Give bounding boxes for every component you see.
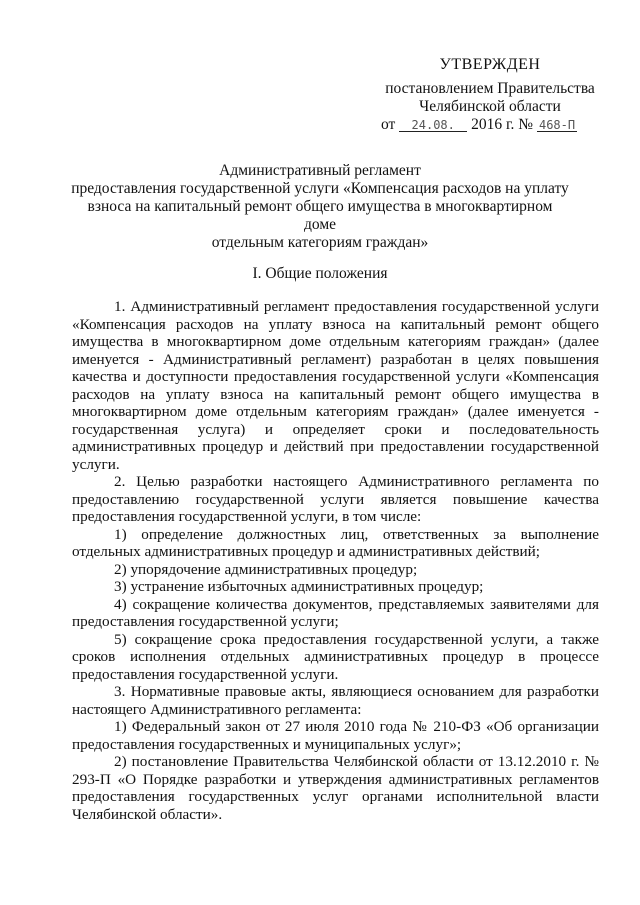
paragraph-3-item-1: 1) Федеральный закон от 27 июля 2010 года № 210-ФЗ «Об организации предоставления государственных и муниципальных услуг»; [72, 718, 599, 753]
approval-year: 2016 г. № [471, 116, 534, 133]
paragraph-2-item-2: 2) упорядочение административных процедур; [114, 560, 418, 578]
document-body [72, 298, 599, 823]
title-line-2: предоставления государственной услуги «Компенсация расходов на уплату [71, 180, 569, 197]
approval-line-1: постановлением Правительства [385, 80, 595, 97]
paragraph-2-item-5: 5) сокращение срока предоставления государственной услуги, а также сроков исполнения отдельных административных процедур в процессе предоставления государственной услуги. [72, 630, 599, 683]
title-line-3: взноса на капитальный ремонт общего имущества в многоквартирном доме [87, 198, 553, 233]
paragraph-2: 2. Целью разработки настоящего Административного регламента по предоставлению государственной услуги является повышение качества предоставления государственной услуги, в том числе: [72, 473, 599, 525]
paragraph-3-item-2: 2) постановление Правительства Челябинской области от 13.12.2010 г. № 293-П «О Порядке разработки и утверждения административных регламентов предоставления государственных услуг органами исполнительной власти Челябинской области». [72, 753, 599, 823]
approval-number: 468-П [538, 118, 576, 132]
approval-date-line [380, 116, 600, 134]
document-title [70, 162, 570, 252]
paragraph-2-item-3: 3) устранение избыточных административных процедур; [114, 578, 484, 595]
paragraph-2-item-1: 1) определение должностных лиц, ответственных за выполнение отдельных административных процедур и административных действий; [72, 525, 599, 560]
title-line-1: Административный регламент [219, 162, 421, 179]
paragraph-2-item-4: 4) сокращение количества документов, представляемых заявителями для предоставления государственной услуги; [72, 595, 599, 630]
approval-date: 24.08. [399, 119, 467, 132]
approval-from: от [381, 116, 396, 133]
title-line-4: отдельным категориям граждан» [211, 234, 429, 251]
approval-stamp [380, 56, 600, 134]
approval-line-2: Челябинской области [419, 98, 561, 115]
section-heading: I. Общие положения [252, 265, 388, 282]
approval-title: УТВЕРЖДЕН [439, 56, 541, 73]
paragraph-1: 1. Административный регламент предоставления государственной услуги «Компенсация расходов на уплату взноса на капитальный ремонт общего имущества в многоквартирном доме отдельным категориям граждан» (далее именуется - Административный регламент) разработан в целях повышения качества и доступности предоставления государственной услуги «Компенсация расходов на уплату взноса на капитальный ремонт общего имущества в многоквартирном доме отдельным категориям граждан» (далее именуется - государственная услуга) и определяет сроки и последовательность административных процедур и действий при предоставлении государственной услуги. [72, 298, 599, 473]
paragraph-3: 3. Нормативные правовые акты, являющиеся основанием для разработки настоящего Административного регламента: [72, 683, 599, 718]
